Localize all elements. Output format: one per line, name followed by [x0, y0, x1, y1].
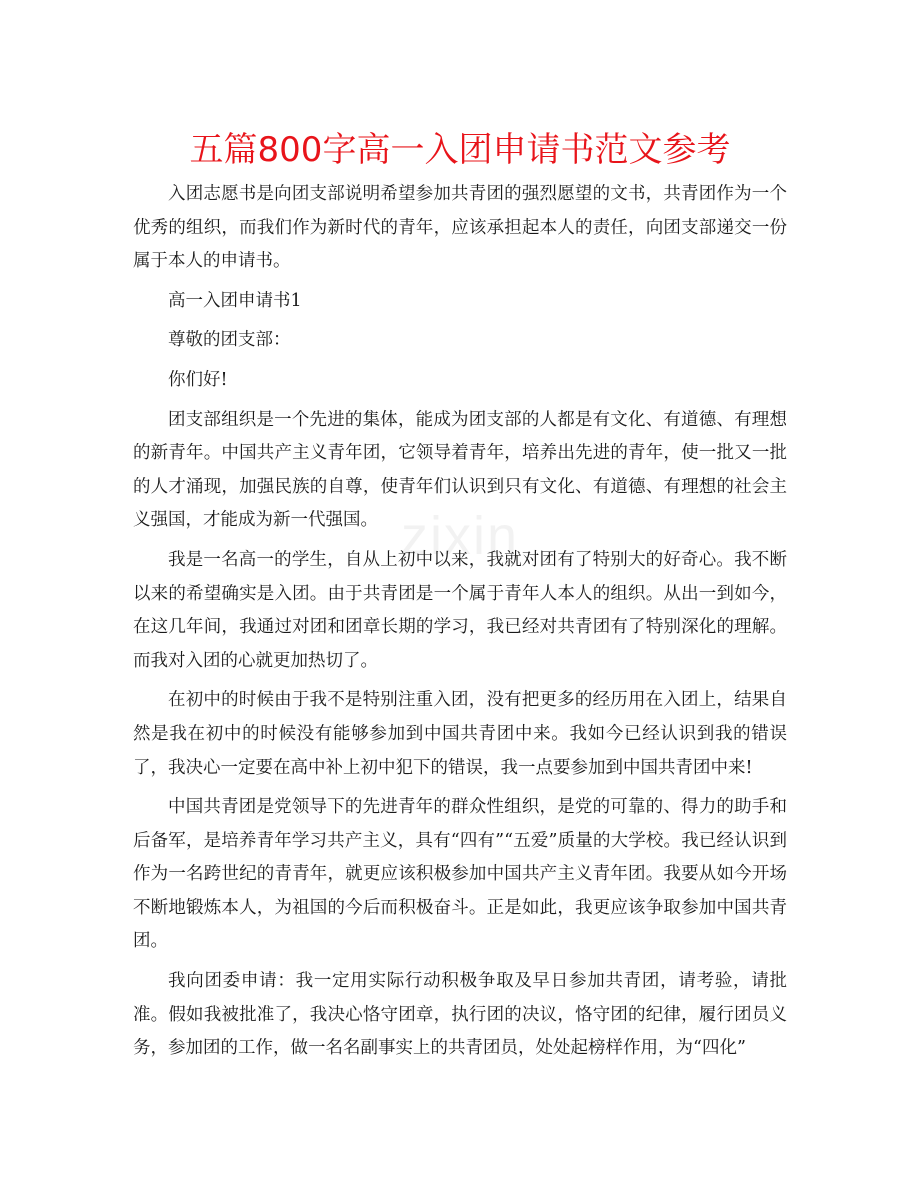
- body-paragraph: 在初中的时候由于我不是特别注重入团，没有把更多的经历用在入团上，结果自然是我在初中的时候没有能够参加到中国共青团中来。我如今已经认识到我的错误了，我决心一定要在高中补上初中犯下的错误，我一点要参加到中国共青团中来!: [133, 690, 787, 778]
- document-body: [133, 178, 787, 1072]
- body-paragraph: 团支部组织是一个先进的集体，能成为团支部的人都是有文化、有道德、有理想的新青年。中国共产主义青年团，它领导着青年，培养出先进的青年，使一批又一批的人才涌现，加强民族的自尊，使青年们认识到只有文化、有道德、有理想的社会主义强国，才能成为新一代强国。: [133, 409, 787, 531]
- salutation: 尊敬的团支部：: [168, 330, 291, 351]
- watermark: zixin: [400, 506, 520, 566]
- intro-paragraph: 入团志愿书是向团支部说明希望参加共青团的强烈愿望的文书，共青团作为一个优秀的组织，而我们作为新时代的青年，应该承担起本人的责任，向团支部递交一份属于本人的申请书。: [133, 184, 787, 272]
- body-paragraph: 中国共青团是党领导下的先进青年的群众性组织，是党的可靠的、得力的助手和后备军，是培养青年学习共产主义，具有“四有”“五爱”质量的大学校。我已经认识到作为一名跨世纪的青青年，就更应该积极参加中国共产主义青年团。我要从如今开场不断地锻炼本人，为祖国的今后而积极奋斗。正是如此，我更应该争取参加中国共青团。: [133, 797, 787, 952]
- document-title: 五篇800字高一入团申请书范文参考: [189, 130, 731, 170]
- body-paragraph: 我是一名高一的学生，自从上初中以来，我就对团有了特别大的好奇心。我不断以来的希望确实是入团。由于共青团是一个属于青年人本人的组织。从出一到如今，在这几年间，我通过对团和团章长期的学习，我已经对共青团有了特别深化的理解。而我对入团的心就更加热切了。: [133, 549, 787, 671]
- greeting: 你们好!: [168, 369, 228, 390]
- section-heading: 高一入团申请书1: [168, 290, 302, 311]
- body-paragraph: 我向团委申请：我一定用实际行动积极争取及早日参加共青团，请考验，请批准。假如我被批准了，我决心恪守团章，执行团的决议，恪守团的纪律，履行团员义务，参加团的工作，做一名名副事实上的共青团员，处处起榜样作用，为“四化”: [133, 971, 787, 1059]
